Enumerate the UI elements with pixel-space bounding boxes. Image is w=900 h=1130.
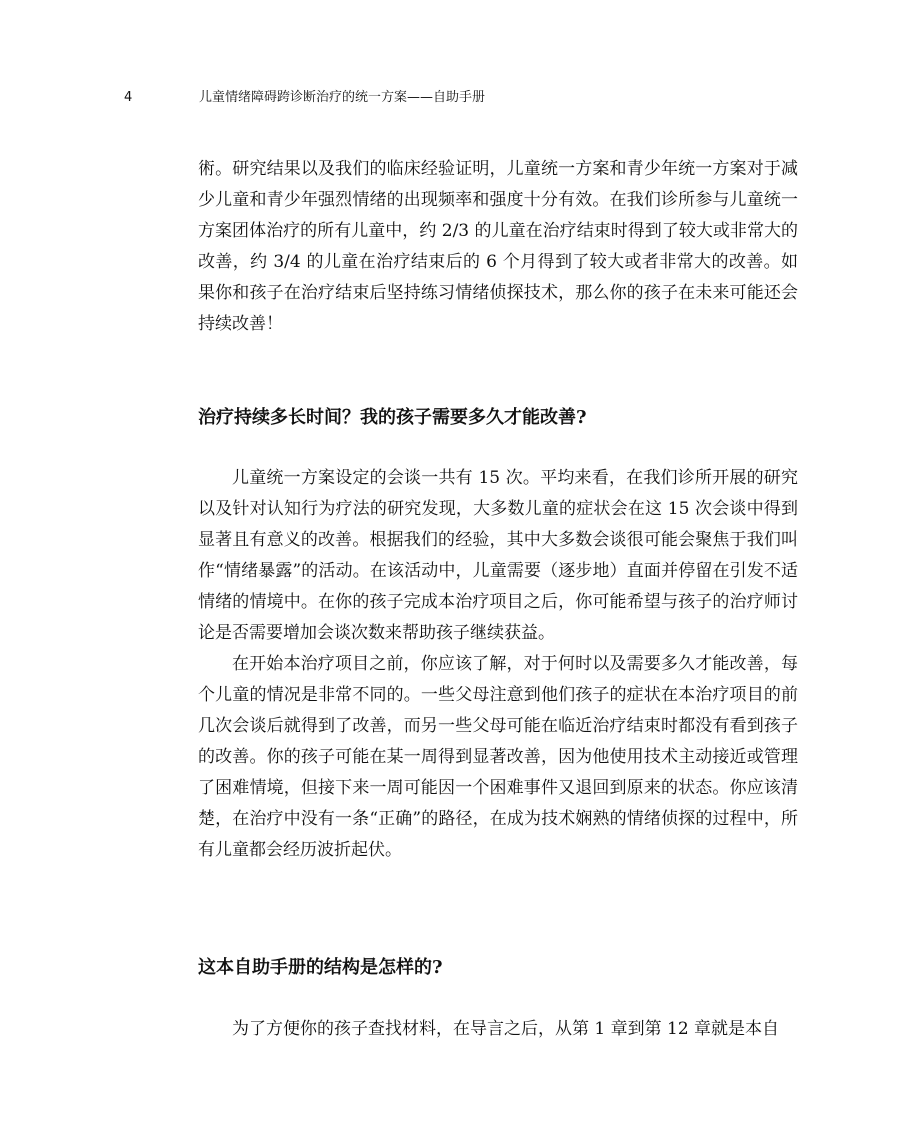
running-title: 儿童情绪障碍跨诊断治疗的统一方案——自助手册 <box>199 90 486 105</box>
book-structure-section <box>198 1014 798 1045</box>
running-head <box>0 86 900 110</box>
paragraph-intro-continued: 術。研究结果以及我们的临床经验证明，儿童统一方案和青少年统一方案对于减少儿童和青少年强烈情绪的出现频率和强度十分有效。在我们诊所参与儿童统一方案团体治疗的所有儿童中，约 2/3 的儿童在治疗结束时得到了较大或非常大的改善，约 3/4 的儿童在治疗结束后的 6 个月得到了较大或者非常大的改善。如果你和孩子在治疗结束后坚持练习情绪侦探技术，那么你的孩子在未来可能还会持续改善！ <box>198 159 798 334</box>
paragraph-session-count: 儿童统一方案设定的会谈一共有 15 次。平均来看，在我们诊所开展的研究以及针对认知行为疗法的研究发现，大多数儿童的症状会在这 15 次会谈中得到显著且有意义的改善。根据我们的经验，其中大多数会谈很可能会聚焦于我们叫作“情绪暴露”的活动。在该活动中，儿童需要（逐步地）直面并停留在引发不适情绪的情境中。在你的孩子完成本治疗项目之后，你可能希望与孩子的治疗师讨论是否需要增加会谈次数来帮助孩子继续获益。 <box>198 468 798 643</box>
paragraph-individual-differences: 在开始本治疗项目之前，你应该了解，对于何时以及需要多久才能改善，每个儿童的情况是非常不同的。一些父母注意到他们孩子的症状在本治疗项目的前几次会谈后就得到了改善，而另一些父母可能在临近治疗结束时都没有看到孩子的改善。你的孩子可能在某一周得到显著改善，因为他使用技术主动接近或管理了困难情境，但接下来一周可能因一个困难事件又退回到原来的状态。你应该清楚，在治疗中没有一条“正确”的路径，在成为技术娴熟的情绪侦探的过程中，所有儿童都会经历波折起伏。 <box>198 654 798 860</box>
heading-treatment-duration: 治疗持续多长时间？我的孩子需要多久才能改善? <box>198 407 587 428</box>
heading-book-structure: 这本自助手册的结构是怎样的? <box>198 957 443 978</box>
treatment-duration-section <box>198 463 798 866</box>
intro-continued-section <box>198 154 798 340</box>
paragraph-book-structure: 为了方便你的孩子查找材料，在导言之后，从第 1 章到第 12 章就是本自 <box>232 1019 780 1039</box>
page-number: 4 <box>124 90 133 105</box>
